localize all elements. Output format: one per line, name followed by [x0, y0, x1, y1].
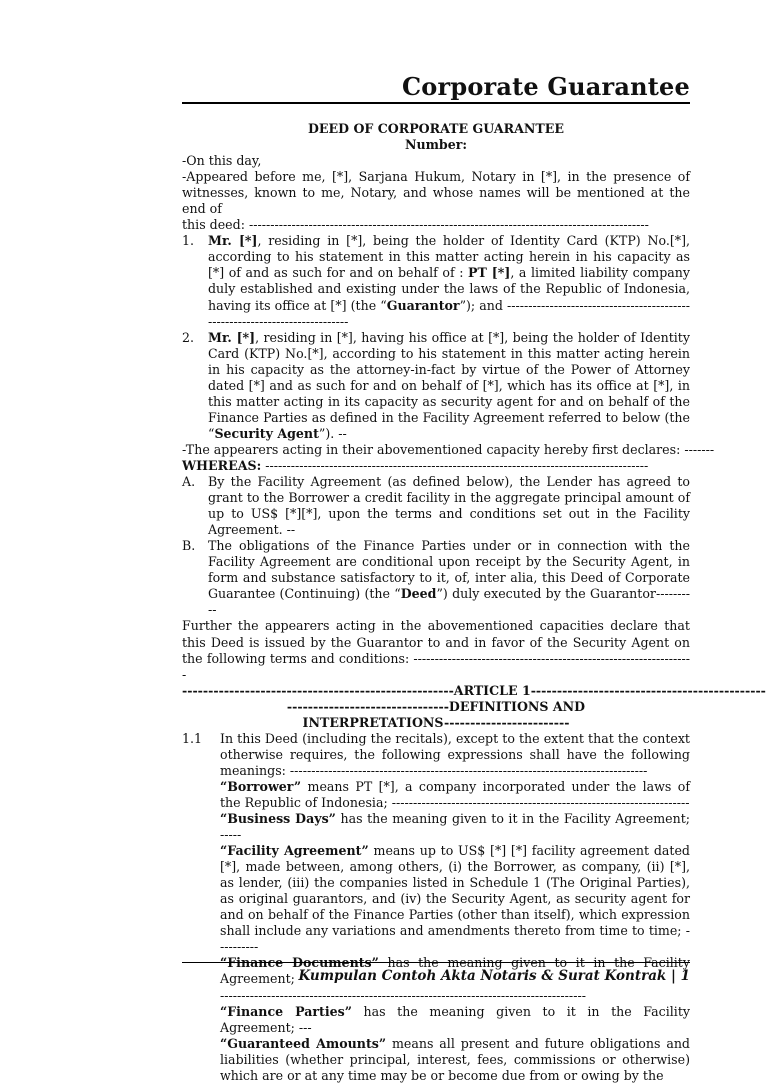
- footer-divider: [182, 962, 690, 963]
- whereas-label: WHEREAS:: [182, 457, 262, 473]
- deed-heading: DEED OF CORPORATE GUARANTEE: [308, 121, 564, 136]
- definition-term: “Facility Agreement”: [220, 843, 369, 859]
- recital-desc: ”) duly executed by the Guarantor----------: [208, 586, 690, 618]
- interpretations-heading: INTERPRETATIONS------------------------: [302, 714, 570, 730]
- definition-text: means up to US$ [*] [*] facility agreement dated [*], made between, among others, (i) the Borrower, as company, (ii) [*], as lender, (iii) the companies listed in Schedule 1 (The Original Parties), as original guarantors, and (iv) the Security Agent, as security agent for and on behalf of the Finance Parties (other than itself), which expression shall include any variations and amendments thereto from time to time; ----------: [220, 843, 690, 955]
- definition-text: has the meaning given to it in the Facility Agreement; -----: [220, 811, 691, 843]
- recital-letter: B.: [182, 538, 196, 554]
- clause-text: In this Deed (including the recitals), except to the extent that the context otherwise requires, the following expressions shall have the following meanings: ------------------------------------------------------------------------------------: [220, 730, 690, 778]
- party-role: Guarantor: [386, 297, 460, 313]
- party-role: Security Agent: [214, 425, 319, 441]
- party-company: PT [*]: [468, 265, 511, 281]
- recital-letter: A.: [182, 474, 196, 490]
- party-desc: ”); and ----------------------------------------------------------------------------: [208, 297, 690, 329]
- article-heading: ----------------------------------------------------ARTICLE 1---------------------------------------------: [182, 682, 766, 698]
- definitions-heading: -------------------------------DEFINITIONS AND: [286, 698, 586, 714]
- party-item: [182, 233, 690, 329]
- definition-text: --------------------------------------------------------------------------------------: [220, 987, 586, 1003]
- opening-line: -On this day,: [182, 153, 262, 169]
- this-deed-line: this deed: ----------------------------------------------------------------------------------------------: [182, 217, 649, 233]
- page-footer: Kumpulan Contoh Akta Notaris & Surat Kontrak | 1: [298, 968, 690, 984]
- party-name: Mr. [*]: [208, 329, 256, 345]
- title-divider: [182, 102, 690, 104]
- party-desc: ”). --: [318, 425, 347, 441]
- definition-text: means all present and future obligations and liabilities (whether principal, interest, fees, commissions or otherwise) which are or at any time may be or become due from or owing by the: [220, 1035, 690, 1083]
- party-desc: , residing in [*], having his office at [*], being the holder of Identity Card (KTP) No.[*], according to his statement in this matter acting herein in his capacity as the attorney-in-fact by virtue of the Power of Attorney dated [*] and as such for and on behalf of [*], which has its office at [*], in this matter acting in its capacity as security agent for and on behalf of the Finance Parties as defined in the Facility Agreement referred to below (the “: [208, 329, 690, 441]
- definition-term: “Finance Documents”: [220, 955, 379, 971]
- party-number: 2.: [182, 329, 195, 345]
- recital-item: [182, 538, 690, 618]
- clause-number: 1.1: [182, 730, 203, 746]
- deed-body: [182, 121, 766, 1084]
- further-paragraph: Further the appearers acting in the abovementioned capacities declare that this Deed is issued by the Guarantor to and in favor of the Security Agent on the following terms and conditions: ------------------------------------------------------------------: [182, 618, 690, 682]
- definition-term: “Finance Parties”: [220, 1003, 352, 1019]
- page-title: Corporate Guarantee: [401, 72, 690, 101]
- clause-item: [182, 731, 690, 779]
- declares-line: -The appearers acting in their abovementioned capacity hereby first declares: -------: [182, 441, 715, 457]
- definition-text: has the meaning given to it in the Facility Agreement;: [220, 955, 690, 987]
- definition-item: [182, 811, 690, 843]
- definition-item: [182, 843, 690, 955]
- definition-term: “Borrower”: [220, 778, 302, 794]
- appeared-paragraph: [182, 169, 690, 217]
- whereas-dashes: ------------------------------------------------------------------------------------------: [261, 457, 649, 473]
- party-desc: , a limited liability company duly established and existing under the laws of the Republic of Indonesia, having its office at [*] (the “: [208, 265, 690, 313]
- appeared-text: -Appeared before me, [*], Sarjana Hukum, Notary in [*], in the presence of witnesses, known to me, Notary, and whose names will be mentioned at the end of: [182, 169, 690, 217]
- definition-text: has the meaning given to it in the Facility Agreement; ---: [220, 1003, 690, 1035]
- party-desc: , residing in [*], being the holder of Identity Card (KTP) No.[*], according to his statement in this matter acting herein in his capacity as [*] of and as such for and on behalf of :: [208, 233, 690, 281]
- definition-item: [182, 1036, 690, 1084]
- definition-item: [182, 779, 690, 811]
- party-item: [182, 330, 690, 442]
- definition-item: [182, 1004, 690, 1036]
- recital-term: Deed: [400, 586, 437, 602]
- definition-text: means PT [*], a company incorporated under the laws of the Republic of Indonesia; ----------------------------------------------------------------------: [220, 778, 690, 810]
- definition-term: “Guaranteed Amounts”: [220, 1035, 387, 1051]
- recital-text: By the Facility Agreement (as defined below), the Lender has agreed to grant to the Borrower a credit facility in the aggregate principal amount of up to US$ [*][*], upon the terms and conditions set out in the Facility Agreement. --: [208, 474, 690, 538]
- definition-term: “Business Days”: [220, 811, 336, 827]
- recital-desc: The obligations of the Finance Parties under or in connection with the Facility Agreement are conditional upon receipt by the Security Agent, in form and substance satisfactory to it, of, inter alia, this Deed of Corporate Guarantee (Continuing) (the “: [208, 538, 690, 602]
- party-text: [208, 233, 690, 329]
- dash-line: [182, 988, 690, 1004]
- party-name: Mr. [*]: [208, 233, 258, 249]
- party-number: 1.: [182, 233, 195, 249]
- deed-number-label: Number:: [404, 137, 468, 153]
- recital-item: [182, 474, 690, 538]
- party-text: [208, 330, 690, 442]
- recital-text: [208, 538, 690, 618]
- whereas-line: [182, 458, 690, 474]
